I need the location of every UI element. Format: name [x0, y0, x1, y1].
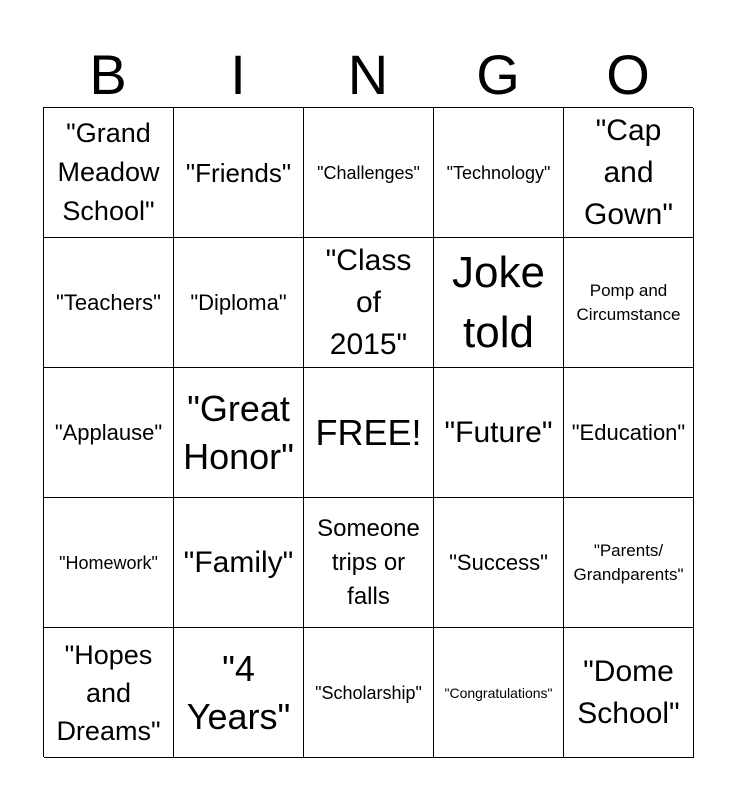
bingo-header [43, 40, 693, 108]
cell-text: "Teachers" [56, 289, 161, 315]
cell-text: "Congratulations" [444, 684, 553, 701]
cell-text: "Applause" [54, 419, 163, 445]
bingo-cell-r4c1[interactable] [44, 498, 174, 628]
cell-text: Pomp and Circumstance [576, 280, 681, 324]
bingo-cell-r1c3[interactable] [304, 108, 434, 238]
cell-text: "Hopes and Dreams" [56, 639, 161, 746]
cell-text: "Great Honor" [183, 387, 294, 477]
bingo-cell-r3c5[interactable] [564, 368, 694, 498]
bingo-cell-r5c4[interactable] [434, 628, 564, 758]
cell-text: "Friends" [185, 157, 292, 188]
cell-text: Someone trips or falls [317, 514, 420, 610]
bingo-cell-r1c4[interactable] [434, 108, 564, 238]
cell-text: "Education" [571, 419, 686, 445]
cell-text: "Dome School" [577, 654, 680, 730]
bingo-cell-r5c5[interactable] [564, 628, 694, 758]
bingo-cell-r5c2[interactable] [174, 628, 304, 758]
bingo-cell-r5c3[interactable] [304, 628, 434, 758]
cell-text: "Diploma" [190, 289, 287, 315]
cell-text: "Future" [444, 415, 553, 449]
cell-text: "Technology" [446, 162, 551, 183]
bingo-cell-r3c2[interactable] [174, 368, 304, 498]
cell-text: "Cap and Gown" [583, 113, 674, 231]
cell-text: "4 Years" [186, 647, 291, 737]
bingo-cell-r4c4[interactable] [434, 498, 564, 628]
bingo-cell-r3c1[interactable] [44, 368, 174, 498]
bingo-cell-r1c2[interactable] [174, 108, 304, 238]
cell-text: "Parents/ Grandparents" [573, 540, 684, 584]
header-letter-g: G [476, 43, 520, 106]
cell-text: "Homework" [59, 552, 158, 573]
cell-text: "Family" [183, 545, 294, 579]
bingo-cell-r4c3[interactable] [304, 498, 434, 628]
bingo-cell-r3c4[interactable] [434, 368, 564, 498]
bingo-cell-r4c5[interactable] [564, 498, 694, 628]
cell-text: "Class of 2015" [325, 243, 412, 361]
free-space-text: FREE! [315, 411, 422, 453]
cell-text: Joke told [452, 247, 545, 357]
header-letter-o: O [606, 43, 650, 106]
bingo-cell-free[interactable] [304, 368, 434, 498]
cell-text: "Scholarship" [315, 682, 422, 703]
bingo-cell-r2c3[interactable] [304, 238, 434, 368]
cell-text: "Challenges" [317, 162, 420, 183]
header-letter-n: N [347, 43, 389, 106]
bingo-cell-r1c1[interactable] [44, 108, 174, 238]
bingo-cell-r1c5[interactable] [564, 108, 694, 238]
cell-text: "Grand Meadow School" [57, 118, 160, 226]
bingo-cell-r2c5[interactable] [564, 238, 694, 368]
header-letter-i: I [230, 43, 246, 106]
cell-text: "Success" [449, 549, 548, 575]
bingo-board [43, 107, 693, 757]
bingo-cell-r2c4[interactable] [434, 238, 564, 368]
bingo-cell-r2c2[interactable] [174, 238, 304, 368]
bingo-cell-r5c1[interactable] [44, 628, 174, 758]
bingo-cell-r2c1[interactable] [44, 238, 174, 368]
header-letter-b: B [89, 43, 127, 106]
bingo-cell-r4c2[interactable] [174, 498, 304, 628]
